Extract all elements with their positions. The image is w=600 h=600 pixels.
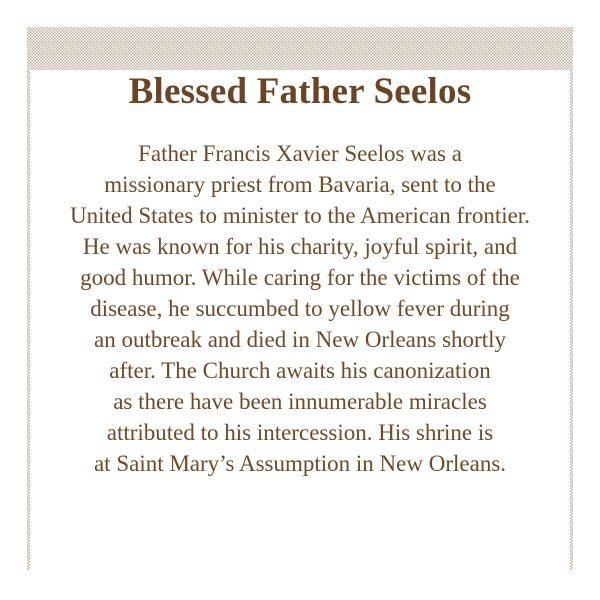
body-line: He was known for his charity, joyful spirit, and <box>82 234 518 260</box>
body-line: at Saint Mary’s Assumption in New Orleans. <box>93 451 507 477</box>
body-line: as there have been innumerable miracles <box>113 389 487 415</box>
body-line: an outbreak and died in New Orleans shortly <box>94 327 506 353</box>
card-title: Blessed Father Seelos <box>128 71 472 112</box>
body-line: missionary priest from Bavaria, sent to the <box>104 172 496 198</box>
card-body <box>30 138 570 479</box>
body-line: disease, he succumbed to yellow fever during <box>90 296 510 322</box>
prayer-card <box>27 27 573 570</box>
body-line: after. The Church awaits his canonization <box>109 358 491 384</box>
body-line: Father Francis Xavier Seelos was a <box>138 141 462 167</box>
body-line: United States to minister to the American frontier. <box>70 203 530 229</box>
body-line: good humor. While caring for the victims of the <box>80 265 520 291</box>
body-line: attributed to his intercession. His shrine is <box>106 420 494 446</box>
card-inner <box>30 70 570 600</box>
